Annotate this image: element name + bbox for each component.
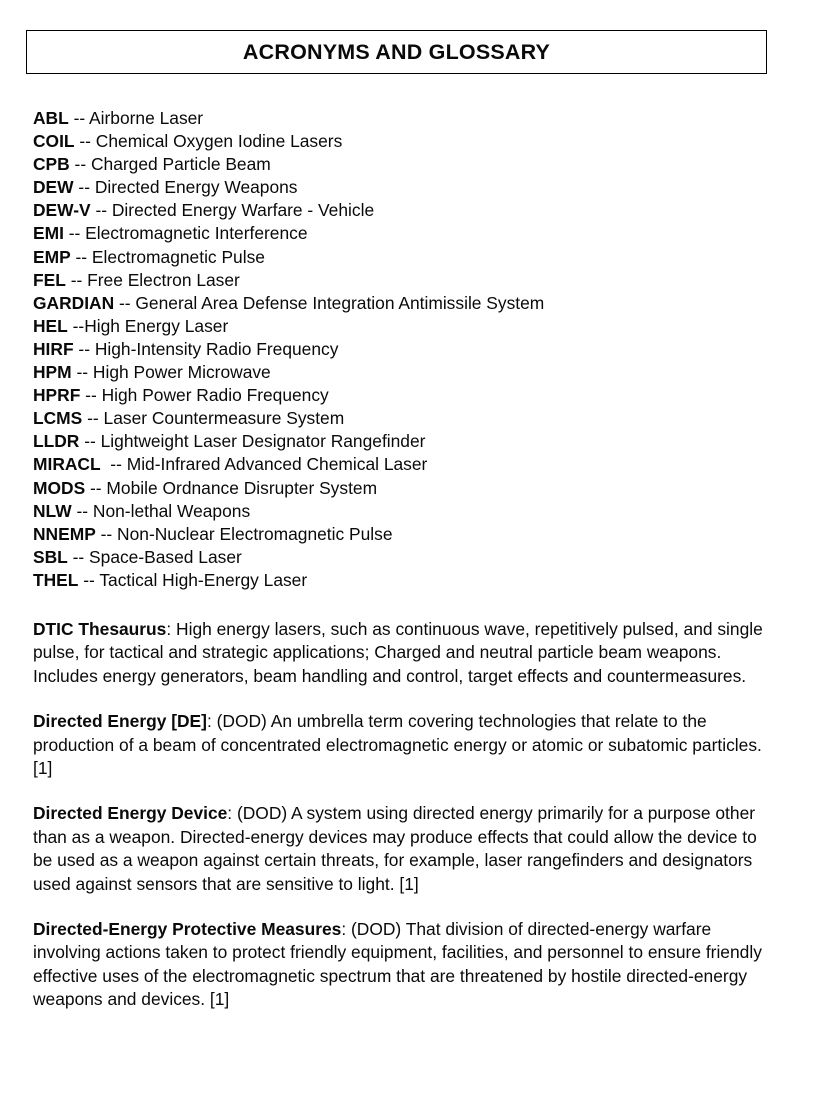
acronym-entry: [33, 407, 768, 430]
acronym-term: LCMS: [33, 408, 83, 429]
glossary-body: : (DOD) That division of directed-energy warfare involving actions taken to protect friendly equipment, facilities, and personnel to ensure friendly effective uses of the electromagnetic spectrum that are threatened by hostile directed-energy weapons and devices. [1]: [33, 919, 762, 1010]
acronym-term: DEW-V: [33, 200, 91, 221]
acronym-term: NLW: [33, 500, 72, 521]
glossary-term: DTIC Thesaurus: [33, 618, 167, 639]
glossary-body: : (DOD) A system using directed energy primarily for a purpose other than as a weapon. Directed-energy devices may produce effects that could allow the device to be used as a weapon against certain threats, for example, laser rangefinders and designators used against sensors that are sensitive to light. [1]: [33, 803, 757, 894]
glossary-term: Directed Energy Device: [33, 803, 228, 824]
document-body: [33, 107, 768, 1012]
acronym-definition: -- Chemical Oxygen Iodine Lasers: [74, 131, 343, 152]
acronym-definition: -- Free Electron Laser: [65, 269, 240, 290]
glossary-term: Directed Energy [DE]: [33, 711, 207, 732]
acronym-definition: -- High-Intensity Radio Frequency: [73, 338, 339, 359]
glossary-entry: [33, 618, 768, 688]
acronym-term: HPRF: [33, 385, 81, 406]
acronym-entry: [33, 315, 768, 338]
acronym-term: GARDIAN: [33, 292, 115, 313]
acronym-definition: -- Electromagnetic Interference: [63, 223, 308, 244]
acronym-term: HEL: [33, 315, 68, 336]
page-title: ACRONYMS AND GLOSSARY: [242, 39, 551, 64]
acronym-entry: [33, 477, 768, 500]
acronym-definition: -- Space-Based Laser: [67, 546, 242, 567]
acronym-term: FEL: [33, 269, 66, 290]
acronym-entry: [33, 546, 768, 569]
acronym-entry: [33, 176, 768, 199]
acronym-entry: [33, 569, 768, 592]
acronym-entry: [33, 338, 768, 361]
acronym-definition: -- High Power Microwave: [71, 362, 271, 383]
acronym-entry: [33, 130, 768, 153]
acronym-definition: -- High Power Radio Frequency: [80, 385, 329, 406]
acronym-term: HIRF: [33, 338, 74, 359]
acronym-entry: [33, 500, 768, 523]
acronym-definition: -- General Area Defense Integration Antimissile System: [114, 292, 545, 313]
acronym-term: HPM: [33, 362, 72, 383]
acronym-definition: -- Non-Nuclear Electromagnetic Pulse: [95, 523, 393, 544]
acronym-definition: -- Lightweight Laser Designator Rangefinder: [79, 431, 426, 452]
glossary-entry: [33, 710, 768, 780]
acronym-definition: -- Tactical High-Energy Laser: [78, 569, 308, 590]
glossary-definitions: [33, 618, 768, 1012]
acronym-entry: [33, 246, 768, 269]
acronym-entry: [33, 453, 768, 476]
page-title-box: [26, 30, 767, 74]
acronym-definition: -- Mobile Ordnance Disrupter System: [85, 477, 378, 498]
acronym-entry: [33, 199, 768, 222]
acronym-term: ABL: [33, 108, 69, 128]
acronym-entry: [33, 222, 768, 245]
glossary-term: Directed-Energy Protective Measures: [33, 919, 342, 940]
acronym-definition: -- Charged Particle Beam: [69, 154, 271, 175]
acronym-term: MIRACL: [33, 454, 101, 475]
acronym-entry: [33, 269, 768, 292]
glossary-body: : High energy lasers, such as continuous wave, repetitively pulsed, and single pulse, for tactical and strategic applications; Charged and neutral particle beam weapons. Includes energy generators, beam handling and control, target effects and countermeasures.: [33, 618, 763, 686]
acronym-entry: [33, 523, 768, 546]
acronym-definition: -- Mid-Infrared Advanced Chemical Laser: [100, 454, 428, 475]
acronym-term: SBL: [33, 546, 68, 567]
glossary-entry: [33, 918, 768, 1012]
acronym-entry: [33, 361, 768, 384]
acronym-term: NNEMP: [33, 523, 96, 544]
acronym-definition: -- Airborne Laser: [68, 108, 204, 128]
acronym-entry: [33, 107, 768, 130]
acronym-entry: [33, 430, 768, 453]
glossary-body: : (DOD) An umbrella term covering technologies that relate to the production of a beam of concentrated electromagnetic energy or atomic or subatomic particles. [1]: [33, 711, 762, 778]
acronym-term: DEW: [33, 177, 74, 198]
acronym-definition: -- Electromagnetic Pulse: [70, 246, 265, 267]
acronym-list: [33, 107, 768, 592]
acronym-definition: --High Energy Laser: [67, 315, 229, 336]
acronym-definition: -- Directed Energy Weapons: [73, 177, 298, 198]
acronym-term: EMP: [33, 246, 71, 267]
acronym-definition: -- Laser Countermeasure System: [82, 408, 345, 429]
acronym-entry: [33, 384, 768, 407]
acronym-term: MODS: [33, 477, 86, 498]
acronym-term: LLDR: [33, 431, 80, 452]
acronym-term: EMI: [33, 223, 64, 244]
acronym-term: CPB: [33, 154, 70, 175]
glossary-entry: [33, 802, 768, 896]
acronym-term: COIL: [33, 131, 75, 152]
acronym-entry: [33, 153, 768, 176]
acronym-entry: [33, 292, 768, 315]
acronym-term: THEL: [33, 569, 79, 590]
acronym-definition: -- Non-lethal Weapons: [71, 500, 251, 521]
acronym-definition: -- Directed Energy Warfare - Vehicle: [90, 200, 375, 221]
